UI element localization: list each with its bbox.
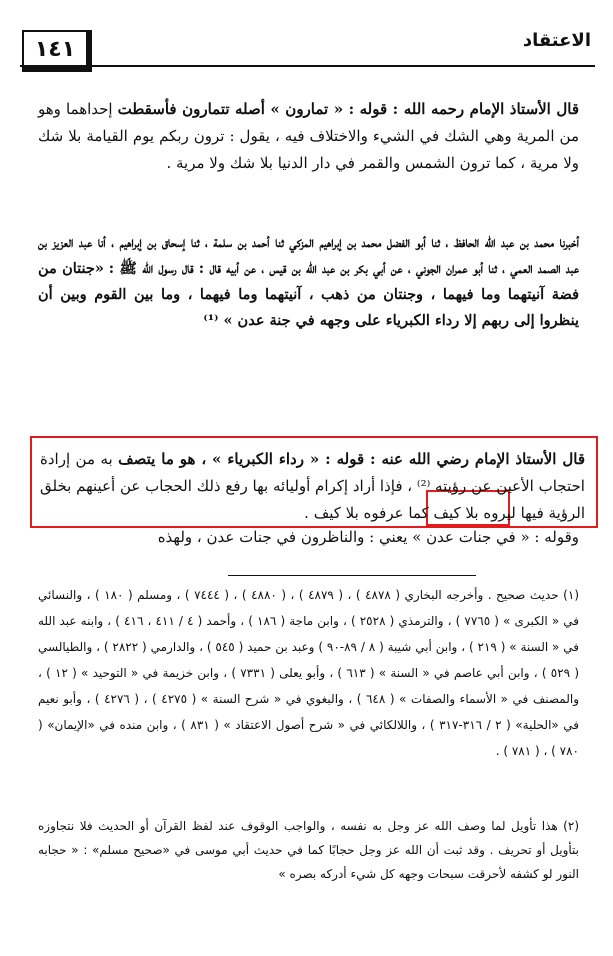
paragraph-hadith <box>38 230 579 334</box>
page-number: ١٤١ <box>22 30 92 72</box>
footnote-rule <box>228 575 476 576</box>
hadith-text: «جنتان من فضة آنيتهما وما فيهما ، وجنتان من ذهب ، آنيتهما وما فيهما ، وما بين القوم وبين أن ينظروا إلى ربهم إلا رداء الكبرياء على وجهه في جنة عدن » ⁽¹⁾ <box>38 260 579 329</box>
isnad-text: أخبرنا محمد بن عبد الله الحافظ ، ثنا أبو الفضل محمد بن إبراهيم المزكي ثنا أحمد بن سلمة ، ثنا إسحاق بن إبراهيم ، أنا عبد العزيز بن عبد الصمد العمي ، ثنا أبو عمران الجوني ، عن أبي بكر بن عبد الله بن قيس ، عن أبيه قال : قال رسول الله ﷺ : <box>38 234 580 277</box>
paragraph-text: به من إرادة احتجاب الأعين عن رؤيته ⁽²⁾ ، فإذا أراد إكرام أوليائه بها رفع ذلك الحجاب <box>40 450 585 495</box>
paragraph-text: إحداهما وهو من المرية وهي الشك في الشيء والاختلاف فيه ، يقول : ترون ربكم يوم القيامة بلا شك ولا مرية ، كما ترون الشمس والقمر في دار الدنيا بلا شك ولا مرية . <box>38 100 579 172</box>
paragraph-text: بخلق الرؤية فيها ليروه بلا كيف كما عرفوه بلا كيف . <box>40 477 585 522</box>
running-title: الاعتقاد <box>522 30 591 51</box>
paragraph-tamarun <box>38 96 579 177</box>
highlighted-phrase: عن أعينهم <box>76 477 141 495</box>
footnote-2: (٢) هذا تأويل لما وصف الله عز وجل به نفسه ، والواجب الوقوف عند لفظ القرآن أو الحديث فلا نتجاوزه بتأويل أو تحريف . وقد ثبت أن الله عز وجل حجابًا كما في حديث أبي موسى في «صحيح مسلم» : « حجابه النور لو كشفه لأحرقت سبحات وجهه كل شيء أدركه بصره » <box>38 819 579 881</box>
paragraph-rida <box>40 446 585 527</box>
paragraph-lead: قال الأستاذ الإمام رضي الله عنه : قوله : « رداء الكبرياء » ، هو ما يتصف <box>118 450 585 468</box>
header-rule <box>20 65 595 67</box>
paragraph-jannat-adn: وقوله : « في جنات عدن » يعني : والناظرون في جنات عدن ، ولهذه <box>157 528 579 546</box>
footnote-1: (١) حديث صحيح . وأخرجه البخاري ( ٤٨٧٨ ) ، ( ٤٨٧٩ ) ، ( ٤٨٨٠ ) ، ( ٧٤٤٤ ) ، ومسلم ( ١٨٠ ) ، والنسائي في « الكبرى » ( ٧٧٦٥ ) ، والترمذي ( ٢٥٢٨ ) ، وابن ماجة ( ١٨٦ ) ، وأحمد ( ٤ / ٤١١ ، ٤١٦ ) ، وابنه عبد الله في « السنة » ( ٢١٩ ) ، وابن أبي شيبة ( ٨ / ٨٩-٩٠ ) وعبد بن حميد ( ٥٤٥ ) ، والدارمي ( ٢٨٢٢ ) ، والطيالسي ( ٥٢٩ ) ، وابن أبي عاصم في « السنة » ( ٦١٣ ) ، وأبو يعلى ( ٧٣٣١ ) ، وابن خزيمة في « التوحيد » ( ١٢ ) ، والمصنف في « الأسماء والصفات » ( ٦٤٨ ) ، والبغوي في « شرح السنة » ( ٤٢٧٥ ) ، ( ٤٢٧٦ ) ، وأبو نعيم في «الحلية» ( ٢ / ٣١٦-٣١٧ ) ، واللالكائي في « شرح أصول الاعتقاد » ( ٨٣١ ) ، وابن منده في «الإيمان» ( ٧٨٠ ) ، ( ٧٨١ ) . <box>38 588 580 758</box>
paragraph-lead: قال الأستاذ الإمام رحمه الله : قوله : « تمارون » أصله تتمارون فأسقطت <box>117 100 579 118</box>
